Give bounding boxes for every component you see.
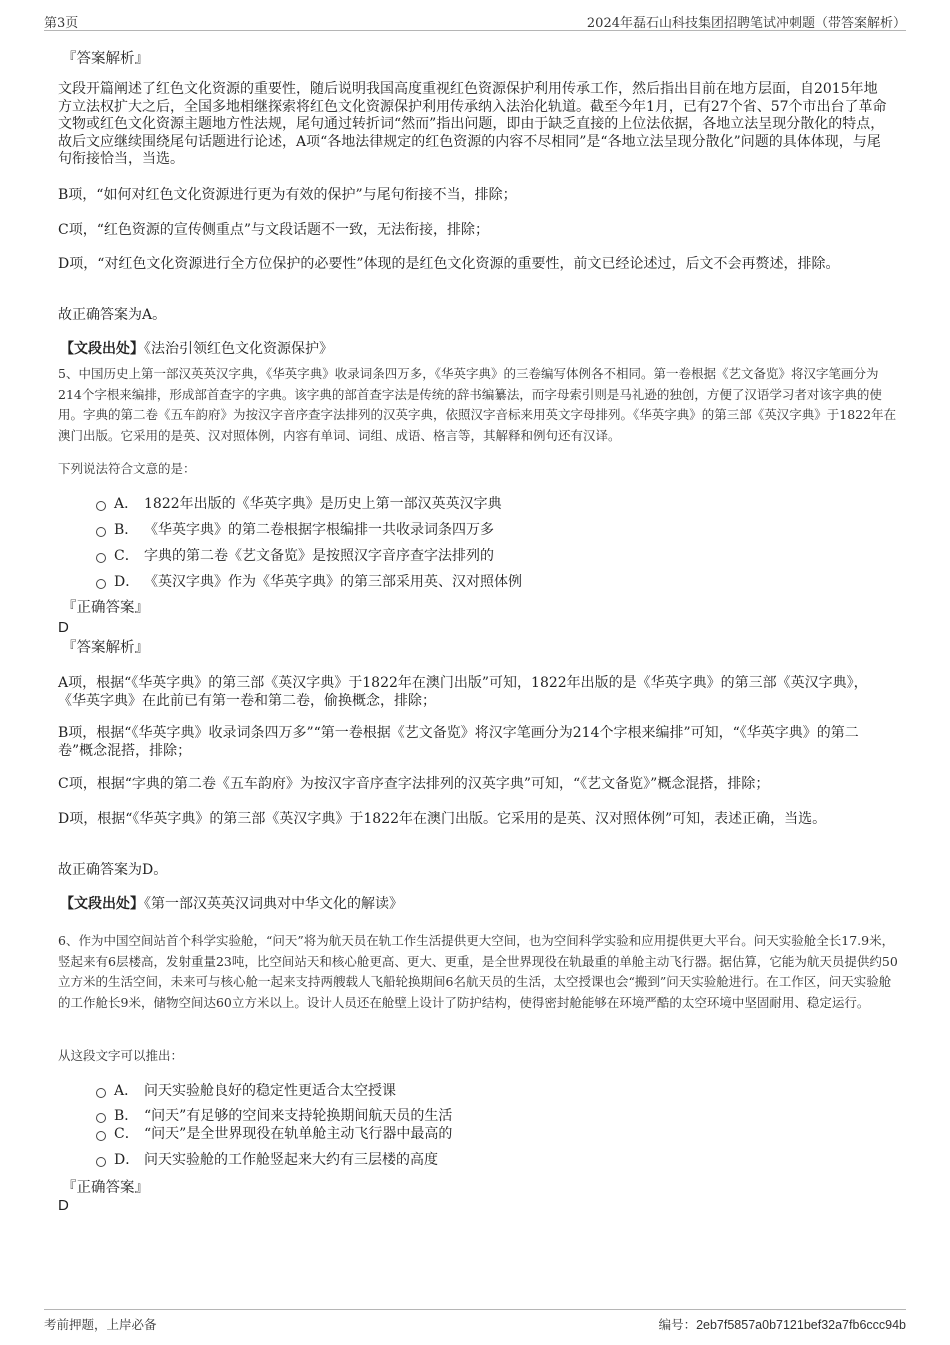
source-title: 《第一部汉英英汉词典对中华文化的解读》 xyxy=(144,896,403,912)
document-title: 2024年磊石山科技集团招聘笔试冲刺题（带答案解析） xyxy=(586,16,906,31)
radio-button-icon[interactable] xyxy=(96,553,106,563)
option-text: 问天实验舱的工作舱竖起来大约有三层楼的高度 xyxy=(144,1152,438,1168)
analysis-paragraph: 文段开篇阐述了红色文化资源的重要性，随后说明我国高度重视红色资源保护利用传承工作，然后指出目前在地方层面，自2015年地方立法权扩大之后，全国多地相继探索将红色文化资源保护利用传承纳入法治化轨道。截至今年1月，已有27个省、57个市出台了革命文物或红色文化资源主题地方性法规，尾句通过转折词“然而”指出问题，即由于缺乏直接的上位法依据，各地立法呈现分散化的特点，故后文应继续围绕尾句话题进行论述，A项“各地法律规定的红色资源的内容不尽相同”是“各地立法呈现分散化”问题的具体体现，与尾句衔接恰当，当选。 xyxy=(58,81,887,167)
option-letter: A． xyxy=(114,1083,139,1099)
radio-button-icon[interactable] xyxy=(96,579,106,589)
source-line xyxy=(60,895,890,913)
option-text: 《英汉字典》作为《华英字典》的第三部采用英、汉对照体例 xyxy=(144,574,522,590)
source-line xyxy=(60,340,890,358)
radio-button-icon[interactable] xyxy=(96,1131,106,1141)
option-text: 问天实验舱良好的稳定性更适合太空授课 xyxy=(144,1083,396,1099)
correct-answer-value: D xyxy=(58,619,69,636)
option-letter: C． xyxy=(114,548,139,564)
code-value: 2eb7f5857a0b7121bef32a7fb6ccc94b xyxy=(696,1318,906,1332)
answer-conclusion: 故正确答案为A。 xyxy=(58,307,167,323)
analysis-option-c: C项，“红色资源的宣传侧重点”与文段话题不一致，无法衔接，排除； xyxy=(58,222,490,238)
option-text: 《华英字典》的第二卷根据字根编排一共收录词条四万多 xyxy=(144,522,494,538)
analysis-option-c: C项，根据“字典的第二卷《五车韵府》为按汉字音序查字法排列的汉英字典”可知，“《艺文备览》”概念混搭，排除； xyxy=(58,776,770,792)
analysis-option-b: B项，根据“《华英字典》收录词条四万多”“第一卷根据《艺文备览》将汉字笔画分为214个字根来编排”可知，“《华英字典》的第二卷”概念混搭，排除； xyxy=(58,725,859,759)
question-5-stem: 下列说法符合文意的是： xyxy=(58,461,196,476)
page-footer xyxy=(44,1309,906,1332)
option-letter: D． xyxy=(114,1152,140,1168)
radio-button-icon[interactable] xyxy=(96,1088,106,1098)
option-letter: D． xyxy=(114,574,140,590)
analysis-option-d: D项，“对红色文化资源进行全方位保护的必要性”体现的是红色文化资源的重要性，前文已经论述过，后文不会再赘述，排除。 xyxy=(58,256,840,272)
correct-answer-value: D xyxy=(58,1197,69,1214)
document-code xyxy=(659,1315,906,1333)
option-letter: A． xyxy=(114,496,139,512)
page-header xyxy=(44,10,906,31)
analysis-option-d: D项，根据“《华英字典》的第三部《英汉字典》于1822年在澳门出版。它采用的是英、汉对照体例”可知，表述正确，当选。 xyxy=(58,811,827,827)
answer-conclusion: 故正确答案为D。 xyxy=(58,862,168,878)
question-6-passage: 6、作为中国空间站首个科学实验舱，“问天”将为航天员在轨工作生活提供更大空间，也为空间科学实验和应用提供更大平台。问天实验舱全长17.9米，竖起来有6层楼高，发射重量23吨，比空间站天和核心舱更高、更大、更重，是全世界现役在轨最重的单舱主动飞行器。据估算，它能为航天员提供约50立方米的生活空间，未来可与核心舱一起来支持两艘载人飞船轮换期间6名航天员的生活，太空授课也会“搬到”问天实验舱进行。在工作区，问天实验舱的工作舱长9米，储物空间达60立方米以上。设计人员还在舱壁上设计了防护结构，使得密封舱能够在环境严酷的太空环境中坚固耐用、稳定运行。 xyxy=(58,933,898,1010)
radio-button-icon[interactable] xyxy=(96,501,106,511)
correct-answer-label: 『正确答案』 xyxy=(62,600,149,616)
source-tag: 【文段出处】 xyxy=(60,896,144,912)
option-text: 字典的第二卷《艺文备览》是按照汉字音序查字法排列的 xyxy=(144,548,494,564)
analysis-option-a: A项，根据“《华英字典》的第三部《英汉字典》于1822年在澳门出版”可知，1822年出版的是《华英字典》的第三部《英汉字典》，《华英字典》在此前已有第一卷和第二卷，偷换概念，排除； xyxy=(58,675,868,709)
radio-button-icon[interactable] xyxy=(96,1157,106,1167)
option-letter: B． xyxy=(114,1108,139,1124)
question-5-passage: 5、中国历史上第一部汉英英汉字典，《华英字典》收录词条四万多，《华英字典》的三卷编写体例各不相同。第一卷根据《艺文备览》将汉字笔画分为214个字根来编排，形成部首查字的字典。该字典的部首查字法是传统的辞书编纂法，而字母索引则是马礼逊的独创，方便了汉语学习者对该字典的使用。字典的第二卷《五车韵府》为按汉字音序查字法排列的汉英字典，依照汉字音标来用英文字母排列。《华英字典》的第三部《英汉字典》于1822年在澳门出版。它采用的是英、汉对照体例，内容有单词、词组、成语、格言等，其解释和例句还有汉译。 xyxy=(58,366,897,443)
code-label: 编号： xyxy=(658,1317,697,1332)
analysis-label: 『答案解析』 xyxy=(62,640,149,656)
option-letter: C． xyxy=(114,1126,139,1142)
radio-button-icon[interactable] xyxy=(96,1113,106,1123)
option-text: “问天”是全世界现役在轨单舱主动飞行器中最高的 xyxy=(144,1126,453,1142)
analysis-option-b: B项，“如何对红色文化资源进行更为有效的保护”与尾句衔接不当，排除； xyxy=(58,187,517,203)
page-number: 第3页 xyxy=(44,16,79,31)
analysis-label: 『答案解析』 xyxy=(62,51,149,67)
source-title: 《法治引领红色文化资源保护》 xyxy=(144,341,333,357)
correct-answer-label: 『正确答案』 xyxy=(62,1180,149,1196)
option-text: “问天”有足够的空间来支持轮换期间航天员的生活 xyxy=(144,1108,453,1124)
footer-slogan: 考前押题，上岸必备 xyxy=(44,1317,157,1332)
option-letter: B． xyxy=(114,522,139,538)
source-tag: 【文段出处】 xyxy=(60,341,144,357)
radio-button-icon[interactable] xyxy=(96,527,106,537)
question-6-stem: 从这段文字可以推出： xyxy=(58,1048,184,1063)
option-text: 1822年出版的《华英字典》是历史上第一部汉英英汉字典 xyxy=(144,496,502,512)
